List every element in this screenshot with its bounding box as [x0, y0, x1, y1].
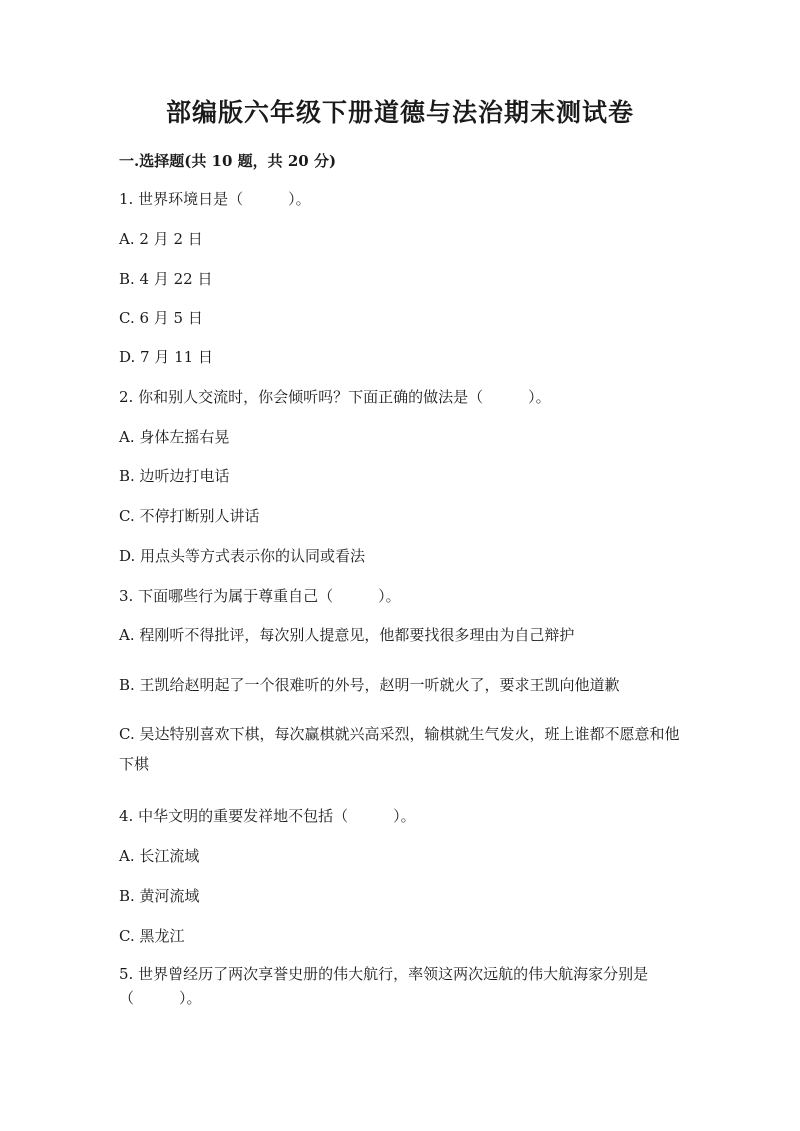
question-1-option-a: A. 2 月 2 日 [119, 230, 203, 248]
section-heading: 一.选择题(共 10 题，共 20 分) [119, 152, 337, 170]
question-3-option-c: C. 吴达特别喜欢下棋，每次赢棋就兴高采烈，输棋就生气发火，班上谁都不愿意和他下棋 [119, 725, 680, 773]
question-5-stem: 5. 世界曾经历了两次享誉史册的伟大航行，率领这两次远航的伟大航海家分别是（ ）。 [119, 965, 649, 1007]
page-title: 部编版六年级下册道德与法治期末测试卷 [165, 98, 634, 127]
question-4-stem: 4. 中华文明的重要发祥地不包括（ ）。 [119, 807, 416, 825]
question-3-option-a: A. 程刚听不得批评，每次别人提意见，他都要找很多理由为自己辩护 [119, 626, 575, 644]
question-1-option-d: D. 7 月 11 日 [119, 348, 213, 366]
question-2-option-b: B. 边听边打电话 [119, 467, 230, 485]
question-2-option-d: D. 用点头等方式表示你的认同或看法 [119, 547, 366, 565]
question-1-option-c: C. 6 月 5 日 [119, 309, 203, 327]
question-2-stem: 2. 你和别人交流时，你会倾听吗？下面正确的做法是（ ）。 [119, 388, 551, 406]
question-1-stem: 1. 世界环境日是（ ）。 [119, 190, 311, 208]
question-4-option-b: B. 黄河流域 [119, 887, 200, 905]
question-3-option-b: B. 王凯给赵明起了一个很难听的外号，赵明一听就火了，要求王凯向他道歉 [119, 676, 620, 694]
question-2-option-a: A. 身体左摇右晃 [119, 428, 230, 446]
question-4-option-a: A. 长江流域 [119, 847, 200, 865]
question-1-option-b: B. 4 月 22 日 [119, 270, 213, 288]
question-2-option-c: C. 不停打断别人讲话 [119, 507, 260, 525]
question-3-stem: 3. 下面哪些行为属于尊重自己（ ）。 [119, 587, 401, 605]
question-4-option-c: C. 黑龙江 [119, 927, 185, 945]
